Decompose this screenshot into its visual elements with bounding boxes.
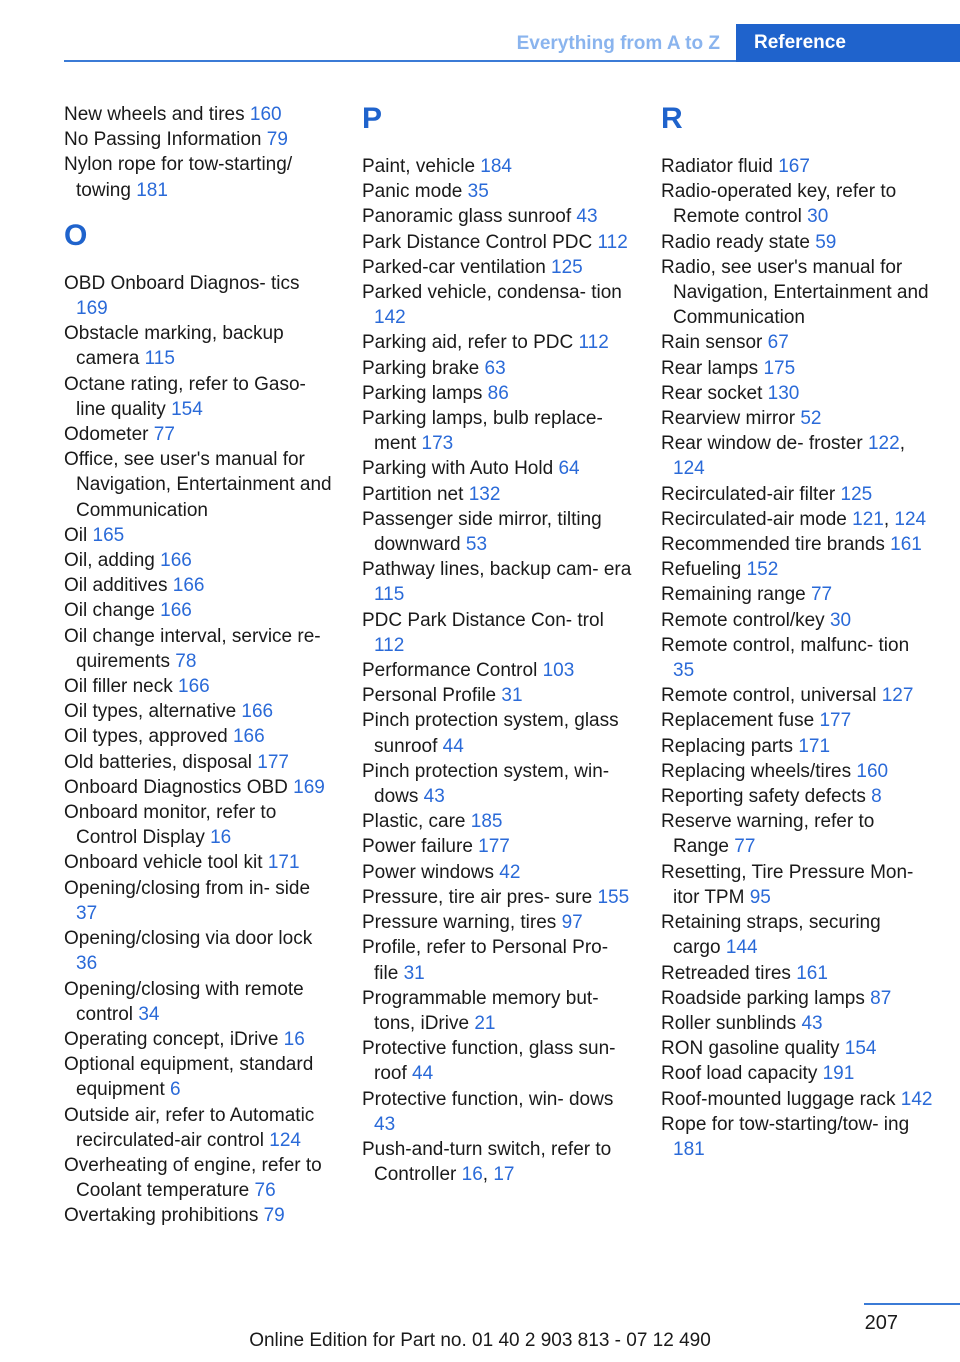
page-link[interactable]: 177 [257, 751, 289, 773]
index-entry [661, 608, 933, 633]
index-entry [64, 1203, 336, 1228]
page-link[interactable]: 52 [800, 408, 822, 430]
index-entry-text: Oil change interval, service re- quirements [64, 625, 321, 672]
index-entry-text: Passenger side mirror, tilting downward [362, 508, 602, 556]
page-link[interactable]: 6 [170, 1079, 181, 1101]
index-entry: Rear window de- froster 122, 124 [661, 433, 905, 480]
index-entry [64, 674, 336, 699]
index-entry-text: OBD Onboard Diagnos- tics [64, 272, 300, 294]
index-entry [362, 179, 634, 204]
index-entry [64, 1052, 336, 1102]
page-link[interactable]: 173 [421, 433, 454, 455]
index-entry-text: Remaining range [661, 584, 806, 606]
index-entry-text: Reporting safety defects [661, 786, 866, 808]
index-entry-text: Radio-operated key, refer to Remote control [661, 181, 897, 228]
index-column-2 [362, 102, 634, 1187]
index-entry [362, 154, 634, 179]
index-entry [64, 573, 336, 598]
index-entry [362, 381, 634, 406]
index-entry [661, 809, 933, 859]
page-link[interactable]: 184 [480, 156, 512, 177]
index-entry-text: Pinch protection system, win- dows [362, 760, 610, 808]
index-entry-text: Parking with Auto Hold [362, 458, 554, 480]
index-entry-text: Pathway lines, backup cam- era [362, 559, 632, 581]
index-entry-text: Rain sensor [661, 332, 763, 354]
index-entry-text: New wheels and tires [64, 104, 245, 125]
index-entry [661, 406, 933, 431]
index-entry-text: Oil additives [64, 575, 168, 597]
page-link[interactable]: 16 [283, 1028, 305, 1050]
page-link[interactable]: 171 [798, 735, 831, 757]
page-link[interactable]: 67 [767, 332, 789, 354]
page-link[interactable]: 191 [822, 1063, 855, 1085]
index-entry [661, 330, 933, 355]
index-entry [64, 624, 336, 674]
index-entry-text: Old batteries, disposal [64, 751, 252, 773]
page-link[interactable]: 21 [474, 1012, 496, 1034]
index-entry [64, 548, 336, 573]
index-entry-text: Park Distance Control PDC [362, 231, 593, 253]
index-entry-text: Operating concept, iDrive [64, 1028, 279, 1050]
index-entry-text: Oil types, alternative [64, 701, 237, 723]
index-entry: Recirculated-air mode 121, 124 [661, 508, 927, 530]
index-entry [64, 850, 336, 875]
index-entry-text: Retreaded tires [661, 962, 791, 984]
page-link[interactable]: 103 [542, 660, 575, 682]
index-entry [362, 834, 634, 859]
index-entry [362, 507, 634, 557]
index-entry-text: Opening/closing via door lock [64, 928, 313, 950]
index-entry-text: Overtaking prohibitions [64, 1205, 259, 1227]
index-entry [64, 271, 336, 321]
index-entry [362, 557, 634, 607]
page-link[interactable]: 43 [423, 786, 445, 808]
page-link[interactable]: 171 [267, 852, 300, 874]
index-entry-text: Panic mode [362, 181, 463, 203]
index-entry-text: Oil filler neck [64, 676, 173, 698]
index-entry-text: Oil change [64, 600, 155, 622]
page-link[interactable]: 95 [749, 886, 771, 908]
index-letter-o: O [64, 218, 88, 252]
edition-footer: Online Edition for Part no. 01 40 2 903 813 - 07 12 490 [249, 1330, 711, 1351]
index-entry-text: PDC Park Distance Con- trol [362, 609, 604, 631]
index-letter-r: R [661, 102, 683, 135]
index-entry-text: Roadside parking lamps [661, 987, 865, 1009]
index-entry-text: Onboard vehicle tool kit [64, 852, 263, 874]
index-entry [64, 775, 336, 800]
index-entry-text: Recommended tire brands [661, 534, 885, 556]
index-entry [362, 658, 634, 683]
index-entry-text: Nylon rope for tow-starting/ towing [64, 154, 293, 201]
page-link[interactable]: 63 [484, 357, 506, 379]
page-link[interactable]: 59 [815, 231, 837, 253]
index-entry-text: Profile, refer to Personal Pro- file [362, 937, 609, 984]
index-entry: Push-and-turn switch, refer to Controller 16, 17 [362, 1138, 612, 1186]
page-link[interactable]: 44 [412, 1063, 434, 1085]
page-link[interactable]: 169 [76, 298, 108, 320]
index-entry-text: Recirculated-air filter [661, 483, 836, 505]
index-entry [661, 708, 933, 733]
index-entry [661, 1112, 933, 1162]
page-link[interactable]: 124 [269, 1129, 301, 1151]
index-entry-text: Resetting, Tire Pressure Mon- itor TPM [661, 861, 914, 908]
index-entry [64, 447, 336, 523]
index-entry [64, 800, 336, 850]
page-link[interactable]: 34 [138, 1003, 160, 1025]
index-entry-text: Retaining straps, securing cargo [661, 912, 881, 959]
page-link[interactable]: 144 [725, 937, 758, 959]
page-link[interactable]: 77 [810, 584, 833, 606]
index-entry-text: Push-and-turn switch, refer to Controller [362, 1138, 612, 1186]
index-entry-text: Remote control, universal [661, 685, 877, 707]
index-entry [362, 280, 634, 330]
index-entry [64, 372, 336, 422]
index-entry-text: Octane rating, refer to Gaso- line quality [64, 373, 306, 420]
index-entry-text: Pressure warning, tires [362, 912, 557, 934]
page-link[interactable]: 16 [461, 1164, 483, 1186]
index-entry-text: Refueling [661, 559, 742, 581]
index-entry-text: Remote control, malfunc- tion [661, 634, 910, 656]
index-entry [661, 1011, 933, 1036]
page-link[interactable]: 181 [136, 179, 168, 201]
page-link[interactable]: 64 [558, 458, 580, 480]
index-entry-text: Reserve warning, refer to Range [661, 811, 875, 858]
index-entry-text: Radio, see user's manual for Navigation, Entertainment and Communication [661, 256, 929, 329]
index-entry-text: Replacement fuse [661, 710, 815, 732]
index-entry-text: Power failure [362, 836, 473, 858]
index-entry [661, 1036, 933, 1061]
index-entry [661, 582, 933, 607]
index-entry [362, 330, 634, 355]
page-link[interactable]: 35 [467, 181, 489, 203]
index-column-3 [661, 102, 933, 1162]
index-entry [362, 406, 634, 456]
index-entry-text: Replacing wheels/tires [661, 760, 852, 782]
page-link[interactable]: 76 [254, 1180, 276, 1202]
page-link[interactable]: 181 [673, 1138, 705, 1160]
index-entry-text: No Passing Information [64, 129, 262, 151]
page-link[interactable]: 35 [673, 660, 695, 682]
index-entry [362, 230, 634, 255]
index-entry [661, 1087, 933, 1112]
page-link[interactable]: 161 [796, 962, 828, 984]
index-entry [362, 608, 634, 658]
index-entry-text: Protective function, glass sun- roof [362, 1038, 616, 1085]
index-entry [661, 961, 933, 986]
page-link[interactable]: 124 [673, 458, 705, 480]
page-link[interactable]: 77 [734, 836, 756, 858]
page-link[interactable]: 17 [493, 1164, 515, 1186]
index-entry [362, 255, 634, 280]
page-link[interactable]: 152 [746, 559, 779, 581]
index-entry [661, 784, 933, 809]
page-link[interactable]: 125 [840, 483, 873, 505]
page-link[interactable]: 112 [578, 332, 609, 354]
header-section-title: Everything from A to Z [516, 33, 720, 54]
header-tab-reference[interactable]: Reference [736, 24, 960, 62]
index-entry-text: Recirculated-air mode [661, 508, 847, 530]
page-link[interactable]: 42 [499, 861, 521, 883]
page-link[interactable]: 31 [403, 962, 425, 984]
index-entry-text: Outside air, refer to Automatic recirculated-air control [64, 1104, 315, 1151]
index-entry [362, 356, 634, 381]
index-entry-text: Paint, vehicle [362, 156, 476, 177]
page-link[interactable]: 112 [374, 634, 405, 656]
index-entry [64, 598, 336, 623]
index-entry [661, 734, 933, 759]
page-link[interactable]: 112 [597, 231, 628, 253]
index-entry [64, 1027, 336, 1052]
index-entry [362, 708, 634, 758]
index-entry-text: Rear socket [661, 382, 763, 404]
index-entry-text: Roof load capacity [661, 1063, 818, 1085]
page-link[interactable]: 154 [171, 398, 203, 420]
page-link[interactable]: 44 [442, 735, 464, 757]
index-entry-text: Roof-mounted luggage rack [661, 1088, 896, 1110]
page-link[interactable]: 160 [249, 104, 282, 125]
index-entry [64, 699, 336, 724]
index-entry-text: Programmable memory but- tons, iDrive [362, 987, 599, 1034]
index-entry [661, 482, 933, 507]
page-link[interactable]: 185 [470, 811, 503, 833]
page-link[interactable]: 115 [144, 348, 175, 370]
index-entry [64, 926, 336, 976]
page-link[interactable]: 79 [263, 1205, 285, 1227]
page-link[interactable]: 121 [852, 508, 884, 530]
index-entry-text: Obstacle marking, backup camera [64, 323, 284, 370]
page-link[interactable]: 43 [576, 206, 598, 228]
index-entry [64, 977, 336, 1027]
page-link[interactable]: 167 [778, 156, 810, 177]
page-link[interactable]: 142 [374, 307, 406, 329]
index-entry [362, 1087, 634, 1137]
index-entry-text: Protective function, win- dows [362, 1088, 614, 1110]
index-entry-text: Parked vehicle, condensa- tion [362, 282, 622, 304]
page-link[interactable]: 166 [178, 676, 210, 698]
page-link[interactable]: 127 [881, 685, 914, 707]
page-link[interactable]: 36 [76, 953, 98, 975]
index-entry [661, 860, 933, 910]
index-entry [661, 154, 933, 179]
page-link[interactable]: 169 [293, 776, 325, 798]
index-entry [64, 523, 336, 548]
index-entry [661, 986, 933, 1011]
index-entry-text: Roller sunblinds [661, 1012, 797, 1034]
page-link[interactable]: 87 [870, 987, 892, 1009]
page-link[interactable]: 30 [829, 609, 852, 631]
page-link[interactable]: 155 [597, 886, 630, 908]
index-entry [64, 1103, 336, 1153]
index-entry [362, 1036, 634, 1086]
index-entry [661, 356, 933, 381]
index-entry [362, 204, 634, 229]
index-entry [362, 986, 634, 1036]
index-entry [661, 759, 933, 784]
index-entry [362, 935, 634, 985]
index-entry [362, 910, 634, 935]
index-entry-text: Office, see user's manual for Navigation, Entertainment and Communication [64, 449, 332, 521]
index-entry [362, 860, 634, 885]
index-entry [661, 255, 933, 331]
index-entry [64, 152, 336, 202]
page-link[interactable]: 177 [819, 710, 852, 732]
index-entry-text: Onboard monitor, refer to Control Display [64, 802, 277, 849]
index-entry-text: Remote control/key [661, 609, 825, 631]
index-entry-text: Rope for tow-starting/tow- ing [661, 1113, 910, 1135]
index-entry-text: Power windows [362, 861, 494, 883]
page-link[interactable]: 37 [76, 902, 98, 924]
index-entry [661, 910, 933, 960]
page-link[interactable]: 86 [487, 382, 509, 404]
index-entry-text: Pinch protection system, glass sunroof [362, 710, 619, 757]
index-entry [64, 422, 336, 447]
index-entry [661, 683, 933, 708]
page-link[interactable]: 161 [890, 534, 922, 556]
page-link[interactable]: 43 [374, 1113, 396, 1135]
index-entry [362, 885, 634, 910]
index-entry-text: Rear lamps [661, 357, 759, 379]
index-entry [661, 633, 933, 683]
page-link[interactable]: 122 [867, 433, 900, 455]
index-entry-text: Performance Control [362, 660, 538, 682]
page-link[interactable]: 124 [894, 508, 927, 530]
page-link[interactable]: 165 [92, 524, 125, 546]
index-entry-text: Rearview mirror [661, 408, 796, 430]
index-entry-text: Parking brake [362, 357, 480, 379]
page-link[interactable]: 77 [153, 424, 175, 446]
index-entry-text: Personal Profile [362, 685, 497, 707]
page-link[interactable]: 132 [468, 483, 501, 505]
index-entry-text: Parking lamps [362, 382, 483, 404]
index-entry-text: Radio ready state [661, 231, 810, 253]
index-entry-text: Parked-car ventilation [362, 256, 546, 278]
page-number: 207 [864, 1312, 898, 1334]
page-link[interactable]: 166 [160, 550, 192, 572]
index-entry-text: Pressure, tire air pres- sure [362, 886, 593, 908]
index-entry-text: Radiator fluid [661, 156, 773, 177]
page-link[interactable]: 160 [856, 760, 889, 782]
index-entry [64, 724, 336, 749]
index-entry [64, 750, 336, 775]
index-entry-text: Panoramic glass sunroof [362, 206, 572, 228]
index-entry-text: Oil, adding [64, 550, 155, 572]
index-entry [661, 532, 933, 557]
index-entry-text: Rear window de- froster [661, 433, 863, 455]
page-link[interactable]: 16 [210, 827, 232, 849]
index-entry [661, 557, 933, 582]
page-link[interactable]: 125 [551, 256, 583, 278]
index-entry [64, 321, 336, 371]
page-link[interactable]: 142 [900, 1088, 933, 1110]
index-entry [362, 482, 634, 507]
index-entry-text: Onboard Diagnostics OBD [64, 776, 288, 798]
index-entry-text: Oil [64, 524, 88, 546]
page-link[interactable]: 43 [801, 1012, 823, 1034]
page-link[interactable]: 30 [807, 206, 829, 228]
index-entry [362, 456, 634, 481]
index-entry-text: Replacing parts [661, 735, 794, 757]
index-entry-text: Partition net [362, 483, 464, 505]
index-entry [362, 759, 634, 809]
index-letter-p: P [362, 102, 383, 135]
index-entry-text: Opening/closing from in- side [64, 877, 311, 899]
index-column-1 [64, 102, 336, 1229]
page-link[interactable]: 154 [844, 1038, 877, 1060]
page-link[interactable]: 78 [175, 650, 197, 672]
page-link[interactable]: 166 [172, 575, 205, 597]
index-entry [661, 1061, 933, 1086]
index-entry-text: Optional equipment, standard equipment [64, 1054, 314, 1101]
index-entry [661, 179, 933, 229]
page-link[interactable]: 175 [763, 357, 796, 379]
index-entry [661, 230, 933, 255]
index-entry [64, 127, 336, 152]
index-entry-text: Plastic, care [362, 811, 466, 833]
index-entry [64, 102, 336, 127]
page-link[interactable]: 166 [232, 726, 265, 748]
index-entry-text: RON gasoline quality [661, 1038, 840, 1060]
index-entry-text: Opening/closing with remote control [64, 978, 304, 1025]
index-entry [64, 876, 336, 926]
page-link[interactable]: 53 [465, 534, 488, 556]
page-link[interactable]: 8 [871, 786, 882, 808]
page-link[interactable]: 177 [478, 836, 510, 858]
index-entry [362, 683, 634, 708]
page-link[interactable]: 166 [241, 701, 274, 723]
page-link[interactable]: 97 [561, 912, 583, 934]
page-link[interactable]: 31 [501, 685, 523, 707]
index-entry-text: Odometer [64, 424, 149, 446]
index-entry-text: Overheating of engine, refer to Coolant temperature [64, 1154, 322, 1202]
index-entry [661, 381, 933, 406]
index-entry [362, 809, 634, 834]
index-entry-text: Parking aid, refer to PDC [362, 332, 574, 354]
footer-rule [864, 1303, 960, 1305]
page-link[interactable]: 79 [266, 129, 288, 151]
index-entry-text: Parking lamps, bulb replace- ment [362, 408, 603, 455]
index-entry-text: Oil types, approved [64, 726, 228, 748]
page-link[interactable]: 115 [374, 584, 405, 606]
page-link[interactable]: 166 [160, 600, 192, 622]
page-link[interactable]: 130 [767, 382, 800, 404]
index-entry [64, 1153, 336, 1203]
